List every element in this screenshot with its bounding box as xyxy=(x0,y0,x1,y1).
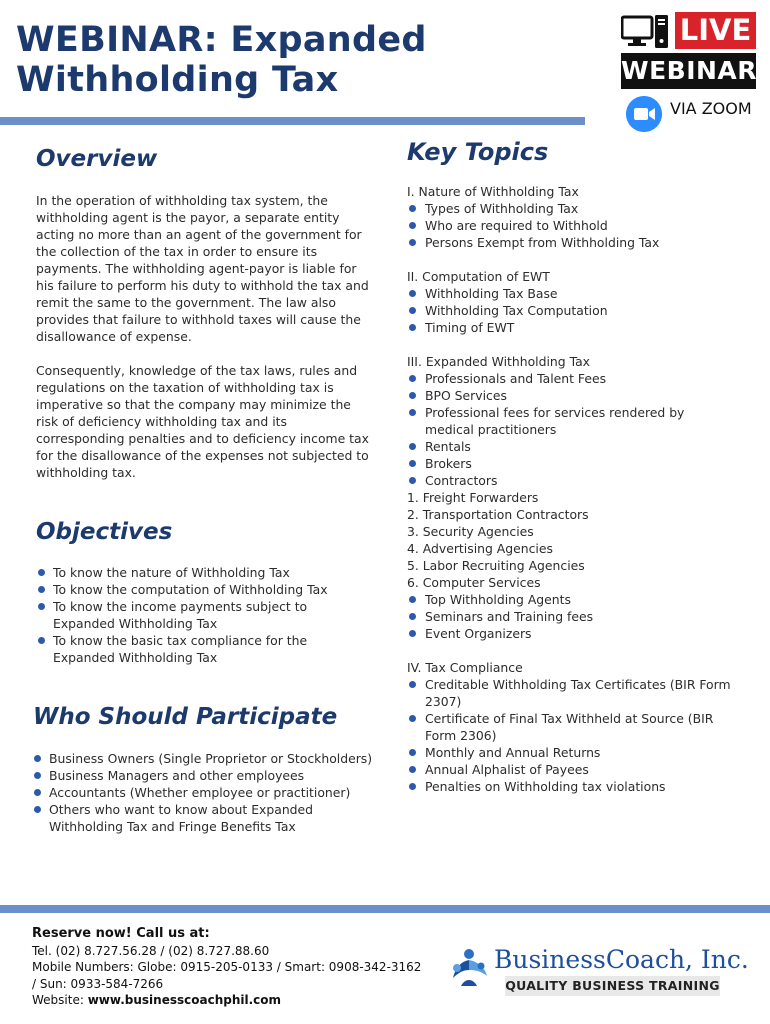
topic-numbered-item: 1. Freight Forwarders xyxy=(407,490,539,505)
topic-item: Seminars and Training fees xyxy=(407,608,737,625)
topic-numbered-item: 5. Labor Recruiting Agencies xyxy=(407,558,585,573)
topic-item: Creditable Withholding Tax Certificates (BIR Form 2307) xyxy=(407,676,737,710)
via-zoom-label: VIA ZOOM xyxy=(670,99,752,118)
computer-icon xyxy=(621,14,669,50)
topic-item: Annual Alphalist of Payees xyxy=(407,761,737,778)
topic-section-2 xyxy=(407,268,737,336)
objective-item: To know the basic tax compliance for the Expanded Withholding Tax xyxy=(36,632,356,666)
objective-item: To know the income payments subject to Expanded Withholding Tax xyxy=(36,598,356,632)
webinar-badge: WEBINAR xyxy=(621,53,756,89)
objective-item: To know the nature of Withholding Tax xyxy=(36,564,356,581)
website-line xyxy=(32,992,422,1009)
objectives-list xyxy=(36,564,356,666)
topic-section-3 xyxy=(407,353,737,642)
zoom-icon xyxy=(626,96,662,132)
website-link[interactable]: www.businesscoachphil.com xyxy=(87,993,282,1007)
topic-section-title: IV. Tax Compliance xyxy=(407,660,523,675)
topic-item: Contractors xyxy=(407,472,737,489)
topic-item: Rentals xyxy=(407,438,737,455)
topic-item: Certificate of Final Tax Withheld at Source (BIR Form 2306) xyxy=(407,710,737,744)
topic-item: BPO Services xyxy=(407,387,737,404)
website-label: Website: xyxy=(32,993,84,1007)
topic-numbered-item: 2. Transportation Contractors xyxy=(407,507,589,522)
key-topics-list xyxy=(407,183,737,812)
title-line-2: Withholding Tax xyxy=(16,60,339,100)
topic-item: Professionals and Talent Fees xyxy=(407,370,737,387)
live-badge: LIVE xyxy=(675,12,756,49)
key-topics-heading: Key Topics xyxy=(407,138,549,166)
topic-item: Professional fees for services rendered by medical practitioners xyxy=(407,404,737,438)
topic-section-title: II. Computation of EWT xyxy=(407,269,550,284)
participant-item: Others who want to know about Expanded Withholding Tax and Fringe Benefits Tax xyxy=(32,801,377,835)
contact-info xyxy=(32,926,422,1009)
title-line-1: WEBINAR: Expanded xyxy=(16,20,427,60)
topic-item: Types of Withholding Tax xyxy=(407,200,737,217)
topic-item: Brokers xyxy=(407,455,737,472)
topic-numbered-item: 6. Computer Services xyxy=(407,575,541,590)
topic-section-4 xyxy=(407,659,737,795)
participant-item: Business Owners (Single Proprietor or Stockholders) xyxy=(32,750,377,767)
sun-number: / Sun: 0933-584-7266 xyxy=(32,976,164,991)
topic-section-title: III. Expanded Withholding Tax xyxy=(407,354,591,369)
overview-heading: Overview xyxy=(36,146,158,172)
overview-paragraph-2: Consequently, knowledge of the tax laws, rules and regulations on the taxation of withholding tax is imperative so that the company may minimize the risk of deficiency withholding tax and its corresponding penalties and to deficiency income tax for the disallowance of the expenses not subjected to withholding tax. xyxy=(36,363,369,480)
who-should-participate-heading: Who Should Participate xyxy=(33,704,338,730)
topic-item: Event Organizers xyxy=(407,625,737,642)
company-name: BusinessCoach, Inc. xyxy=(494,945,749,974)
participants-list xyxy=(32,750,377,835)
mobile-numbers: Mobile Numbers: Globe: 0915-205-0133 / Smart: 0908-342-3162 xyxy=(32,960,422,974)
telephone-numbers: Tel. (02) 8.727.56.28 / (02) 8.727.88.60 xyxy=(32,943,270,958)
topic-item: Monthly and Annual Returns xyxy=(407,744,737,761)
topic-item: Withholding Tax Base xyxy=(407,285,737,302)
topic-numbered-item: 3. Security Agencies xyxy=(407,524,534,539)
topic-section-title: I. Nature of Withholding Tax xyxy=(407,184,579,199)
footer-divider xyxy=(0,905,770,913)
topic-item: Persons Exempt from Withholding Tax xyxy=(407,234,737,251)
overview-paragraph-1: In the operation of withholding tax system, the withholding agent is the payor, a separate entity acting no more than an agent of the government for the collection of the tax in order to ensure its payments. The withholding agent-payor is liable for his failure to perform his duty to withhold the tax and remit the same to the government. The law also provides that failure to withhold taxes will cause the disallowance of expense. xyxy=(36,193,369,344)
objective-item: To know the computation of Withholding Tax xyxy=(36,581,356,598)
title-divider xyxy=(0,117,585,125)
participant-item: Accountants (Whether employee or practitioner) xyxy=(32,784,377,801)
topic-item: Top Withholding Agents xyxy=(407,591,737,608)
topic-item: Timing of EWT xyxy=(407,319,737,336)
reserve-heading: Reserve now! Call us at: xyxy=(32,926,210,941)
page-title xyxy=(16,20,427,100)
businesscoach-logo-icon xyxy=(447,946,491,990)
objectives-heading: Objectives xyxy=(36,519,173,545)
topic-numbered-item: 4. Advertising Agencies xyxy=(407,541,553,556)
topic-item: Who are required to Withhold xyxy=(407,217,737,234)
topic-section-1 xyxy=(407,183,737,251)
company-tagline: QUALITY BUSINESS TRAINING xyxy=(505,976,720,996)
participant-item: Business Managers and other employees xyxy=(32,767,377,784)
topic-item: Penalties on Withholding tax violations xyxy=(407,778,737,795)
topic-item: Withholding Tax Computation xyxy=(407,302,737,319)
